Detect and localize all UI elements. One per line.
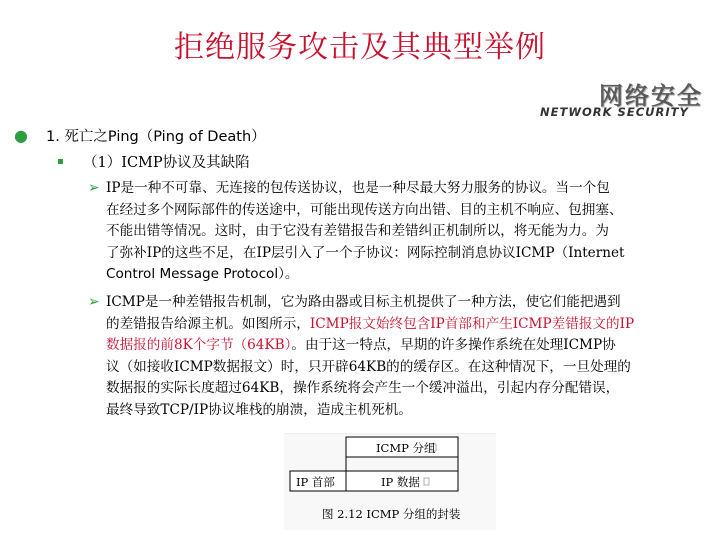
bullet-level1-text: 1. 死亡之Ping（Ping of Death） (45, 129, 266, 145)
paragraph-line: Control Message Protocol）。 (106, 266, 299, 283)
paragraph-line: 数据报的实际长度超过64KB，操作系统将会产生一个缓冲溢出，引起内存分配错误， (106, 380, 620, 397)
arrow-bullet-icon: ➢ (88, 294, 100, 310)
paragraph-line (106, 335, 710, 357)
bullet-level2-text: （1）ICMP协议及其缺陷 (83, 155, 250, 171)
bullet-square-icon (58, 159, 63, 164)
text-segment: 。由于这一特点，早期的许多操作系统在处理ICMP协 (291, 337, 616, 354)
paragraph-line: 在经过多个网际部件的传送途中，可能出现传送方向出错、目的主机不响应、包拥塞、 (106, 201, 623, 218)
bullet-dot-icon: ● (14, 126, 28, 145)
highlight-text: ICMP报文始终包含IP首部和产生ICMP差错报文的IP (309, 315, 635, 332)
arrow-bullet-icon: ➢ (88, 180, 100, 196)
text-segment: 的差错报告给源主机。如图所示， (106, 315, 310, 332)
paragraph-icmp (88, 292, 710, 422)
figure-label-icmp: ICMP 分组 (376, 441, 436, 455)
paragraph-line: 最终导致TCP/IP协议堆栈的崩溃，造成主机死机。 (106, 401, 412, 418)
network-security-logo (540, 76, 715, 126)
slide-title: 拒绝服务攻击及其典型举例 (174, 30, 546, 65)
logo-text-en: NETWORK SECURITY (540, 105, 689, 119)
logo-text-cn: 网络安全 (599, 82, 703, 110)
paragraph-line: ICMP是一种差错报告机制，它为路由器或目标主机提供了一种方法，使它们能把遇到 (106, 294, 621, 310)
marker-square (424, 478, 429, 485)
figure-label-ip-header: IP 首部 (296, 475, 335, 489)
paragraph-line: 了弥补IP的这些不足，在IP层引入了一个子协议：网际控制消息协议ICMP（Internet (106, 244, 625, 261)
paragraph-line (106, 314, 710, 336)
paragraph-line: 不能出错等情况。这时，由于它没有差错报告和差错纠正机制所以，将无能为力。为 (106, 223, 609, 240)
bullet-level2 (58, 151, 250, 172)
paragraph-line: 议（如接收ICMP数据报文）时，只开辟64KB的的缓存区。在这种情况下，一旦处理的 (106, 358, 631, 375)
paragraph-ip (88, 178, 710, 286)
icmp-encapsulation-figure (284, 433, 496, 530)
paragraph-line: IP是一种不可靠、无连接的包传送协议，也是一种尽最大努力服务的协议。当一个包 (106, 180, 610, 196)
figure-caption: 图 2.12 ICMP 分组的封装 (322, 507, 461, 521)
bullet-level1 (14, 125, 266, 146)
highlight-text: 数据报的前8K个字节（64KB） (106, 337, 292, 354)
figure-label-ip-data: IP 数据 (381, 475, 420, 489)
